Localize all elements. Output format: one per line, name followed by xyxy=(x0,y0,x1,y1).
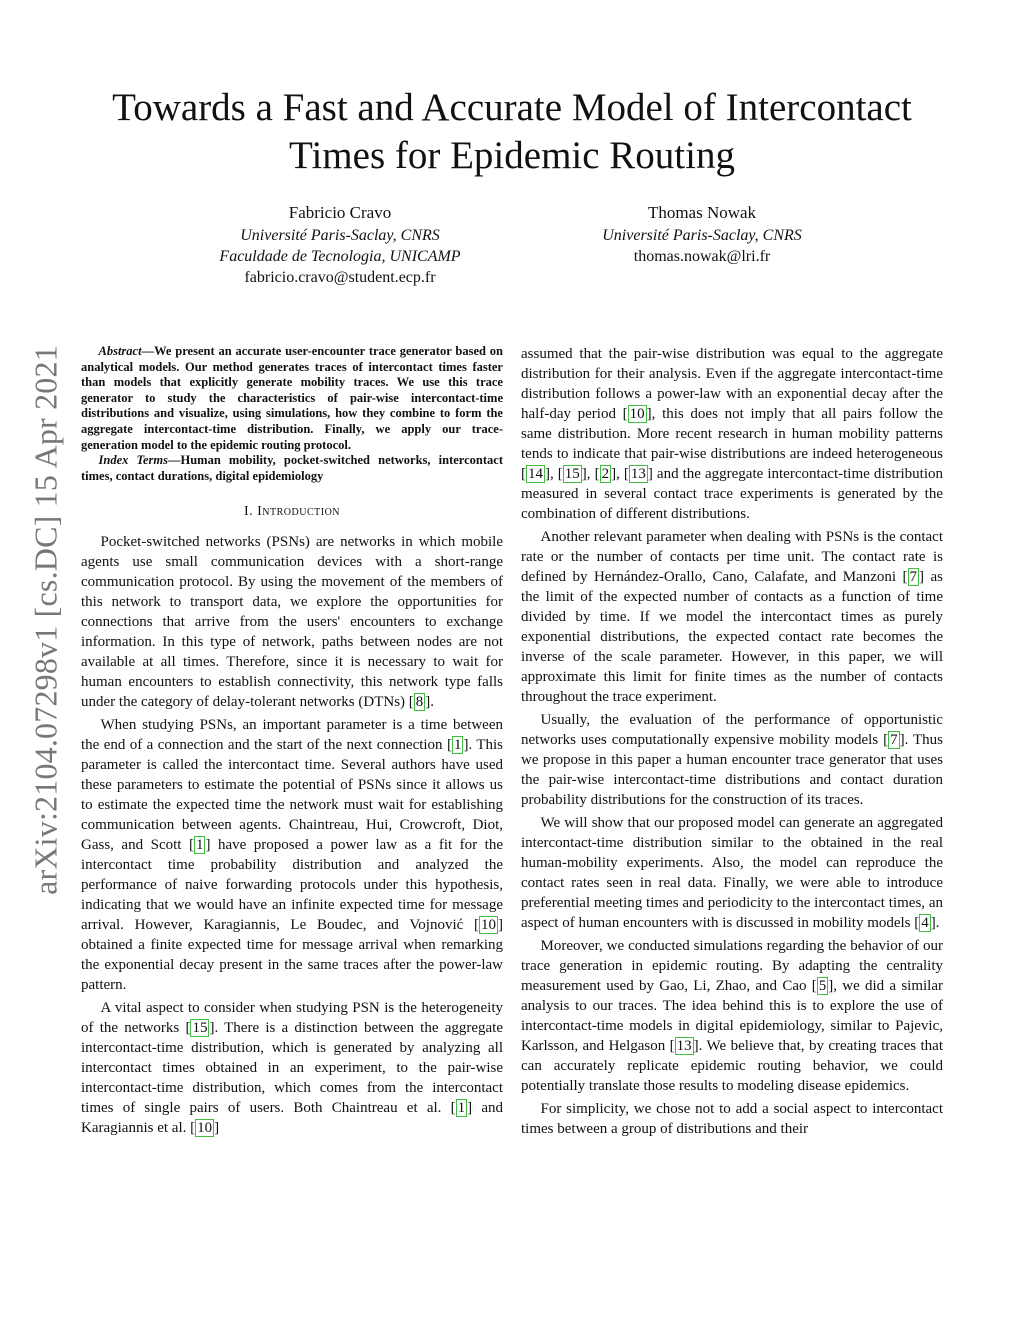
left-column xyxy=(81,344,503,1141)
citation-link[interactable]: 7 xyxy=(890,732,898,748)
index-terms-text: —Human mobility, pocket-switched networks, intercontact times, contact durations, digital epidemiology xyxy=(81,453,503,483)
author-name: Thomas Nowak xyxy=(647,203,757,222)
citation-link[interactable]: 1 xyxy=(457,1100,466,1117)
author-email: fabricio.cravo@student.ecp.fr xyxy=(244,269,436,286)
paragraph-text: Moreover, we conducted simulations regarding the behavior of our trace generation in epidemic routing. By adapting the centrality measurement used by Gao, Li, Zhao, and Cao [ xyxy=(521,938,943,994)
paragraph-text: Usually, the evaluation of the performance of opportunistic networks uses computationally expensive mobility models [ xyxy=(521,712,943,748)
citation-link[interactable]: 14 xyxy=(528,466,543,482)
citation-link[interactable]: 10 xyxy=(629,406,645,422)
paragraph-text: ] and the aggregate intercontact-time distribution measured in several contact trace experiments is generated by the combination of different distributions. xyxy=(521,466,943,522)
abstract-label: Abstract xyxy=(98,344,142,358)
citation-link[interactable]: 2 xyxy=(601,466,610,482)
paragraph-text: ], [ xyxy=(545,466,563,482)
paragraph-text: ], [ xyxy=(611,466,629,482)
paragraph-text: ] as the limit of the expected number of contacts as a function of time divided by time. If we model the intercontact times as purely exponential distributions, the expected contact rate becomes the inverse of the scale parameter. However, in this paper, we will approximate this limit for finite times as the number of contacts throughout the trace experiment. xyxy=(521,569,943,705)
citation-link[interactable]: 13 xyxy=(676,1038,692,1054)
citation-link[interactable]: 1 xyxy=(195,837,204,854)
paragraph-text: ] and Karagiannis et al. [ xyxy=(81,1100,503,1137)
citation-link[interactable]: 15 xyxy=(192,1020,208,1037)
citation-link[interactable]: 13 xyxy=(630,466,646,482)
body-right xyxy=(521,344,943,1139)
index-terms-label: Index Terms xyxy=(98,453,168,468)
author-block-1 xyxy=(200,202,480,288)
author-affiliation: Université Paris-Saclay, CNRS xyxy=(602,227,802,244)
paragraph-text: A vital aspect to consider when studying PSN is the heterogeneity of the networks [ xyxy=(81,1000,503,1037)
body-paragraph xyxy=(521,344,943,524)
arxiv-stamp: arXiv:2104.07298v1 [cs.DC] 15 Apr 2021 xyxy=(27,345,64,895)
paragraph-text: Pocket-switched networks (PSNs) are networks in which mobile agents use small communication devices with a short-range communication protocol. By using the movement of the members of this network to transport data, we explore the opportunities for connections that arrive from the users' encounters to exchange information. In this type of network, paths between nodes are not available at all times. Therefore, since it is necessary to wait for human encounters to establish connectivity, this network type falls under the category of delay-tolerant networks (DTNs) [ xyxy=(81,534,503,711)
paragraph-text: ]. xyxy=(425,694,435,711)
citation-link[interactable]: 4 xyxy=(921,915,929,931)
paragraph-text: ] obtained a finite expected time for message arrival when remarking the exponential decay present in the same traces after the power-law pattern. xyxy=(81,917,503,994)
paragraph-text: ]. There is a distinction between the aggregate intercontact-time distribution, which is generated by analyzing all intercontact times obtained in an experiment, to the pair-wise intercontact-time distribution, which comes from the intercontact times of single pairs of users. Both Chaintreau et al. [ xyxy=(81,1020,503,1117)
paragraph-text: ]. xyxy=(930,915,940,931)
author-affiliation: Université Paris-Saclay, CNRS xyxy=(240,227,440,244)
paragraph-text: ], [ xyxy=(581,466,600,482)
citation-link[interactable]: 10 xyxy=(481,917,496,934)
paragraph-text: ]. We believe that, by creating traces that can accurately replicate epidemic routing behavior, we could potentially translate those results to modeling disease epidemics. xyxy=(521,1038,943,1094)
author-email: thomas.nowak@lri.fr xyxy=(633,248,771,265)
body-left xyxy=(81,532,503,1138)
abstract-text: —We present an accurate user-encounter trace generator based on analytical models. Our method generates traces of intercontact times faster than models that explicitly generate mobility traces. We use this trace generator to study the characteristics of pair-wise intercontact-time distributions and visualize, using simulations, how they combine to form the aggregate intercontact-time distribution. Finally, we apply our trace-generation model to the epidemic routing protocol. xyxy=(81,344,503,452)
author-name: Fabricio Cravo xyxy=(288,203,392,222)
paragraph-text: We will show that our proposed model can generate an aggregated intercontact-time distribution similar to the obtained in the real human-mobility experiments. Also, the model can reproduce the contact rates seen in real data. Finally, we were able to introduce preferential meeting times and periodicity to the intercontact times, an aspect of human encounters with is discussed in mobility models [ xyxy=(521,815,943,931)
abstract-paragraph xyxy=(81,344,503,453)
body-paragraph xyxy=(521,936,943,1096)
paragraph-text: ] xyxy=(214,1120,220,1137)
paragraph-text: ], this does not imply that all pairs follow the same distribution. More recent research in human mobility patterns tends to indicate that pair-wise distributions are indeed heterogeneous [ xyxy=(521,406,943,482)
paragraph-text: assumed that the pair-wise distribution was equal to the aggregate distribution for their analysis. Even if the aggregate intercontact-time distribution follows a power-law with an exponential decay after the half-day period [ xyxy=(521,346,943,422)
paragraph-text: ]. This parameter is called the intercontact time. Several authors have used these parameters to estimate the potential of PSNs since it allows us to estimate the expected time the network must wait for establishing communication between agents. Chaintreau, Hui, Crowcroft, Diot, Gass, and Scott [ xyxy=(81,737,503,854)
index-terms xyxy=(81,453,503,484)
body-paragraph xyxy=(521,1099,943,1139)
section-heading xyxy=(81,502,503,522)
citation-link[interactable]: 15 xyxy=(564,466,580,482)
body-paragraph xyxy=(81,998,503,1138)
right-column xyxy=(521,344,943,1142)
author-affiliation: Faculdade de Tecnologia, UNICAMP xyxy=(219,248,461,265)
paragraph-text: ]. Thus we propose in this paper a human encounter trace generator that uses the pair-wise intercontact-time distributions and contact duration probability distributions for the construction of its traces. xyxy=(521,732,943,808)
body-paragraph xyxy=(521,710,943,810)
citation-link[interactable]: 10 xyxy=(197,1120,213,1137)
citation-link[interactable]: 5 xyxy=(818,978,827,994)
body-paragraph xyxy=(521,527,943,707)
paragraph-text: When studying PSNs, an important parameter is a time between the end of a connection and the start of the next connection [ xyxy=(81,717,503,754)
paragraph-text: ], we did a similar analysis to our traces. The idea behind this is to explore the use of intercontact-time models in digital epidemiology, similar to Pajevic, Karlsson, and Helgason [ xyxy=(521,978,943,1054)
body-paragraph xyxy=(81,532,503,712)
citation-link[interactable]: 1 xyxy=(453,737,462,754)
body-paragraph xyxy=(81,715,503,995)
paper-title: Towards a Fast and Accurate Model of Intercontact Times for Epidemic Routing xyxy=(112,86,912,177)
citation-link[interactable]: 8 xyxy=(415,694,424,711)
paragraph-text: ] have proposed a power law as a fit for the intercontact time probability distribution and analyzed the performance of naive forwarding protocols under this hypothesis, indicating that we would have an infinite expected time for message arrival. However, Karagiannis, Le Boudec, and Vojnović [ xyxy=(81,837,503,934)
author-block-2 xyxy=(562,202,842,267)
paragraph-text: For simplicity, we chose not to add a social aspect to intercontact times between a group of distributions and their xyxy=(521,1101,943,1137)
section-title: Introduction xyxy=(257,504,341,520)
paragraph-text: Another relevant parameter when dealing with PSNs is the contact rate or the number of contacts per time unit. The contact rate is defined by Hernández-Orallo, Cano, Calafate, and Manzoni [ xyxy=(521,529,943,585)
abstract xyxy=(81,344,503,484)
body-paragraph xyxy=(521,813,943,933)
citation-link[interactable]: 7 xyxy=(909,569,918,585)
section-number: I. xyxy=(243,504,254,520)
